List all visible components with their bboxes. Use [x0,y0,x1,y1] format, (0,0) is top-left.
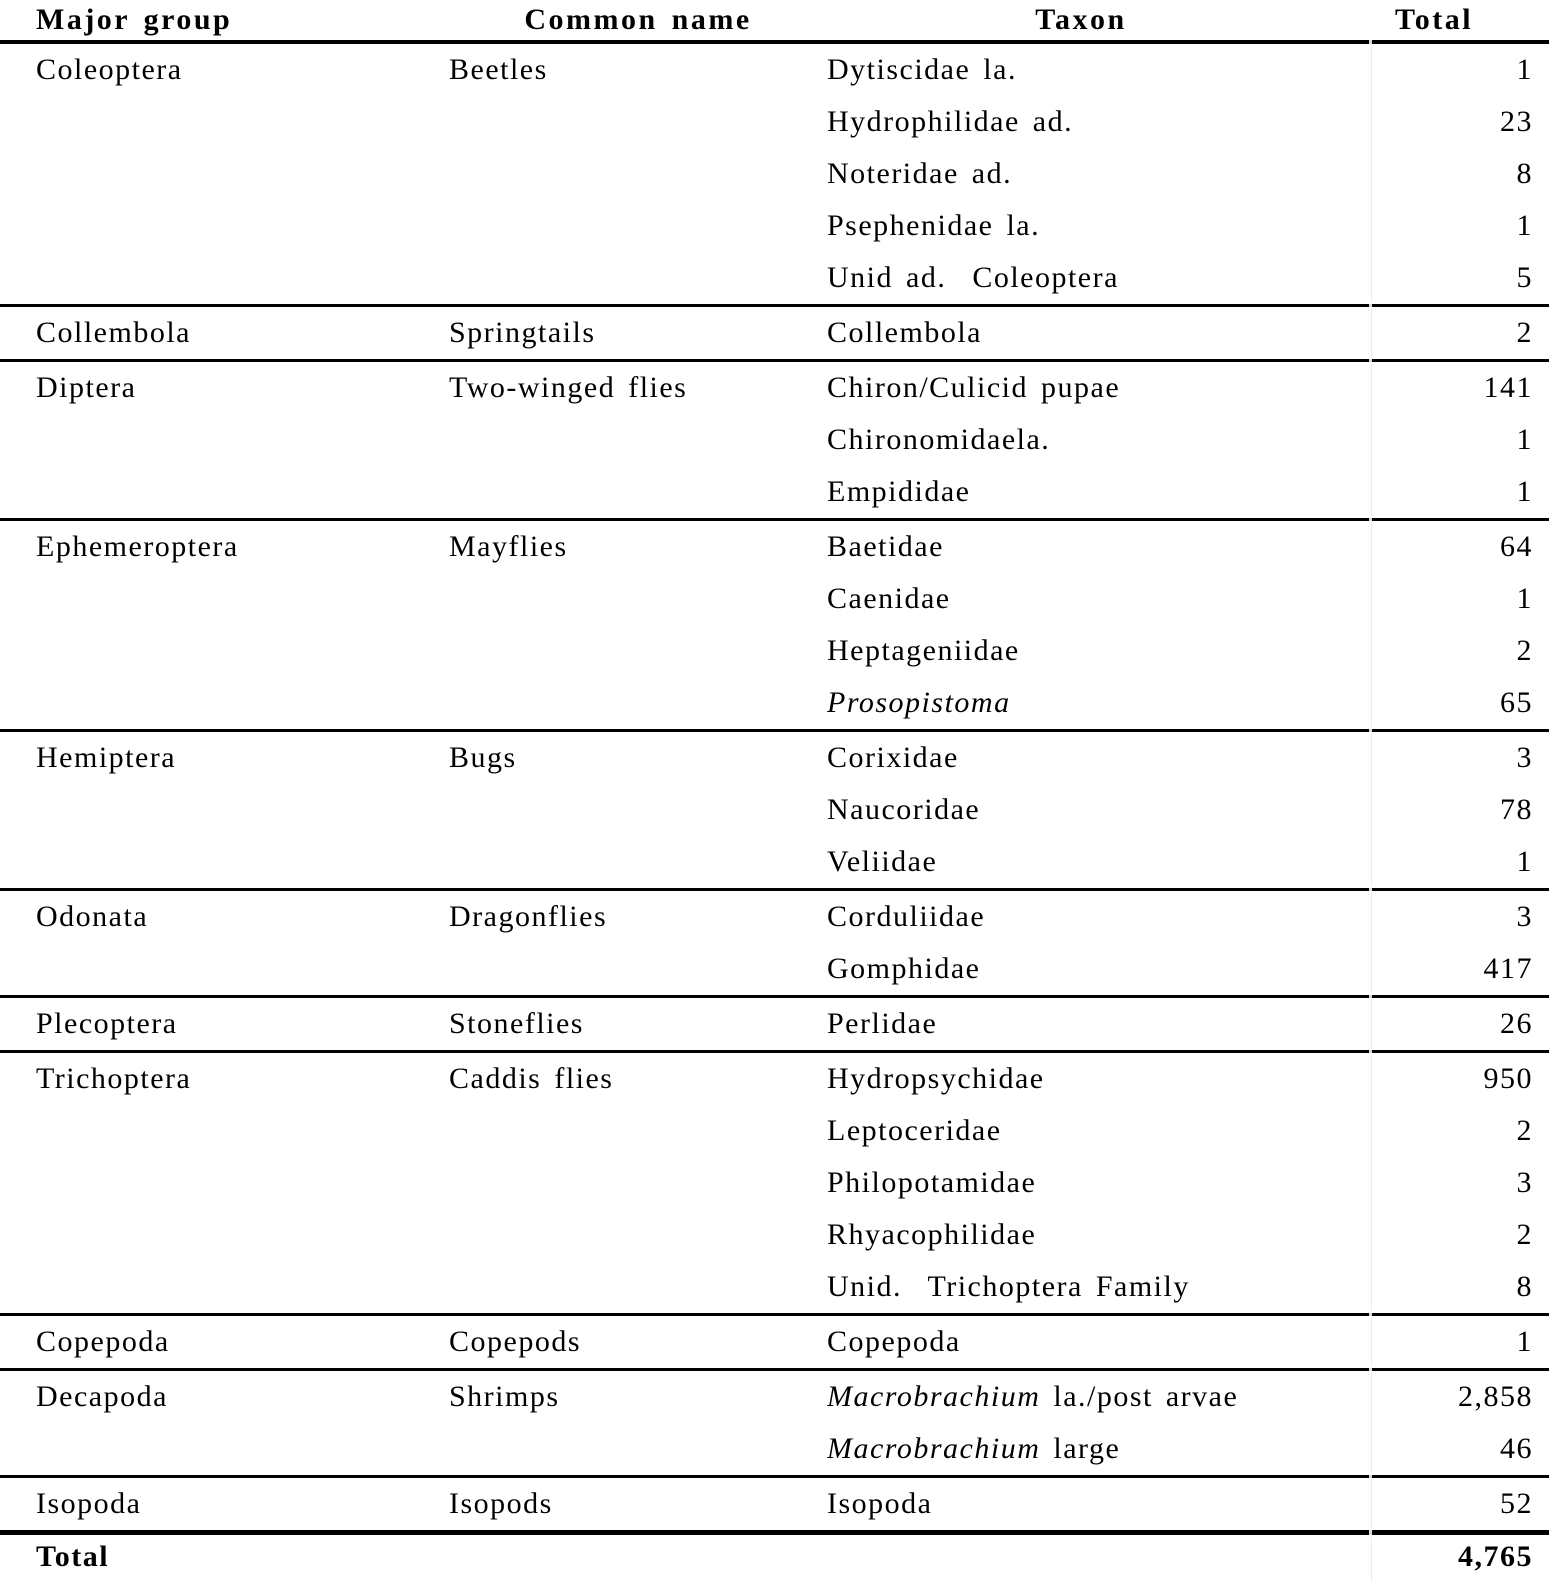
taxon-text: large [1040,1432,1121,1465]
section-divider-rule [0,888,1549,891]
total-cell: 1 [1516,845,1533,878]
taxon-cell: Caenidae [827,582,951,615]
footer-total-value: 4,765 [1458,1540,1533,1573]
taxon-genus-italic: Macrobrachium [827,1432,1041,1465]
taxon-cell: Unid. Trichoptera Family [827,1270,1190,1303]
major-group-cell: Hemiptera [36,741,177,774]
table-row [0,1316,1549,1368]
column-border-notch [1369,727,1372,734]
column-header-common-name: Common name [524,3,752,36]
column-border-notch [1369,886,1372,893]
table-row [0,252,1549,304]
total-cell: 2 [1516,1218,1533,1251]
table-row [0,943,1549,995]
taxon-genus-italic: Macrobrachium [827,1380,1041,1413]
major-group-cell: Decapoda [36,1380,168,1413]
taxon-cell: Psephenidae la. [827,209,1041,242]
table-row [0,362,1549,414]
major-group-cell: Coleoptera [36,53,183,86]
taxon-cell [827,1432,1335,1466]
taxon-cell: Copepoda [827,1325,961,1358]
common-name-cell: Dragonflies [449,900,608,933]
common-name-cell: Shrimps [449,1380,560,1413]
column-border-notch [1369,302,1372,309]
column-border-notch [1369,38,1372,46]
table-row [0,1053,1549,1105]
total-cell: 3 [1516,900,1533,933]
table-row [0,200,1549,252]
header-rule [0,40,1549,44]
major-group-cell: Trichoptera [36,1062,192,1095]
table-row [0,998,1549,1050]
table-body [0,44,1549,1535]
taxon-cell: Corixidae [827,741,959,774]
total-cell: 5 [1516,261,1533,294]
total-cell: 950 [1483,1062,1533,1095]
common-name-cell: Caddis flies [449,1062,614,1095]
taxon-cell: Perlidae [827,1007,938,1040]
taxon-cell: Collembola [827,316,982,349]
table-row [0,836,1549,888]
taxon-cell: Rhyacophilidae [827,1218,1037,1251]
taxon-cell: Leptoceridae [827,1114,1002,1147]
total-cell: 46 [1500,1432,1533,1465]
total-cell: 64 [1500,530,1533,563]
taxon-cell: Hydropsychidae [827,1062,1045,1095]
taxon-cell: Veliidae [827,845,938,878]
taxon-text: la./post arvae [1040,1380,1239,1413]
major-group-cell: Odonata [36,900,149,933]
total-cell: 23 [1500,105,1533,138]
table-row [0,1371,1549,1423]
table-row [0,521,1549,573]
column-border-notch [1369,993,1372,1000]
total-cell: 2,858 [1458,1380,1533,1413]
section-divider-rule [0,1475,1549,1478]
taxon-cell: Chironomidaela. [827,423,1051,456]
taxon-cell [827,1380,1335,1414]
table-row [0,1261,1549,1313]
taxon-cell: Empididae [827,475,971,508]
section-divider-rule [0,1050,1549,1053]
section-divider-rule [0,1530,1549,1535]
taxon-cell: Corduliidae [827,900,986,933]
table-row [0,1105,1549,1157]
column-border-notch [1369,1473,1372,1480]
total-cell: 1 [1516,1325,1533,1358]
taxon-cell: Heptageniidae [827,634,1020,667]
common-name-cell: Beetles [449,53,548,86]
total-cell: 2 [1516,1114,1533,1147]
total-cell: 8 [1516,157,1533,190]
common-name-cell: Mayflies [449,530,568,563]
taxon-cell: Philopotamidae [827,1166,1037,1199]
table-row [0,96,1549,148]
table-row [0,307,1549,359]
major-group-cell: Plecoptera [36,1007,178,1040]
taxon-cell: Dytiscidae la. [827,53,1017,86]
total-cell: 1 [1516,582,1533,615]
table-row [0,625,1549,677]
major-group-cell: Collembola [36,316,191,349]
total-cell: 2 [1516,634,1533,667]
section-divider-rule [0,1368,1549,1371]
total-cell: 1 [1516,53,1533,86]
column-border-notch [1369,516,1372,523]
common-name-cell: Isopods [449,1487,553,1520]
total-cell: 1 [1516,475,1533,508]
column-border-notch [1369,1311,1372,1318]
common-name-cell: Copepods [449,1325,581,1358]
column-border-notch [1369,1048,1372,1055]
total-cell: 8 [1516,1270,1533,1303]
total-cell: 417 [1483,952,1533,985]
footer-total-label: Total [36,1540,110,1573]
table-row [0,891,1549,943]
taxon-cell: Baetidae [827,530,944,563]
table-row [0,732,1549,784]
total-cell: 1 [1516,209,1533,242]
taxon-total-column-divider [1371,40,1372,1581]
taxon-cell [827,686,1335,720]
section-divider-rule [0,995,1549,998]
column-header-taxon: Taxon [1035,3,1127,36]
section-divider-rule [0,518,1549,521]
column-border-notch [1369,1528,1372,1537]
table-row [0,1157,1549,1209]
table-row [0,148,1549,200]
table-row [0,784,1549,836]
column-border-notch [1369,357,1372,364]
taxon-cell: Naucoridae [827,793,981,826]
section-divider-rule [0,729,1549,732]
table-row [0,414,1549,466]
section-divider-rule [0,359,1549,362]
taxon-cell: Noteridae ad. [827,157,1013,190]
common-name-cell: Two-winged flies [449,371,688,404]
table-footer-row [0,1535,1549,1579]
major-group-cell: Isopoda [36,1487,142,1520]
major-group-cell: Diptera [36,371,137,404]
table-header-row [0,0,1549,40]
total-cell: 52 [1500,1487,1533,1520]
major-group-cell: Copepoda [36,1325,170,1358]
column-header-major-group: Major group [36,3,233,36]
taxon-cell: Gomphidae [827,952,981,985]
table-row [0,1423,1549,1475]
table-row [0,677,1549,729]
taxon-cell: Isopoda [827,1487,933,1520]
column-header-total: Total [1394,3,1474,36]
table-row [0,573,1549,625]
table-row [0,1478,1549,1530]
section-divider-rule [0,1313,1549,1316]
common-name-cell: Springtails [449,316,596,349]
total-cell: 65 [1500,686,1533,719]
table-row [0,1209,1549,1261]
total-cell: 2 [1516,316,1533,349]
taxon-cell: Unid ad. Coleoptera [827,261,1119,294]
total-cell: 26 [1500,1007,1533,1040]
taxon-genus-italic: Prosopistoma [827,686,1011,719]
total-cell: 3 [1516,741,1533,774]
section-divider-rule [0,304,1549,307]
column-border-notch [1369,1366,1372,1373]
total-cell: 1 [1516,423,1533,456]
major-group-cell: Ephemeroptera [36,530,239,563]
taxon-cell: Hydrophilidae ad. [827,105,1074,138]
common-name-cell: Stoneflies [449,1007,584,1040]
total-cell: 78 [1500,793,1533,826]
total-cell: 141 [1483,371,1533,404]
total-cell: 3 [1516,1166,1533,1199]
table-row [0,44,1549,96]
table-row [0,466,1549,518]
common-name-cell: Bugs [449,741,517,774]
taxon-cell: Chiron/Culicid pupae [827,371,1121,404]
